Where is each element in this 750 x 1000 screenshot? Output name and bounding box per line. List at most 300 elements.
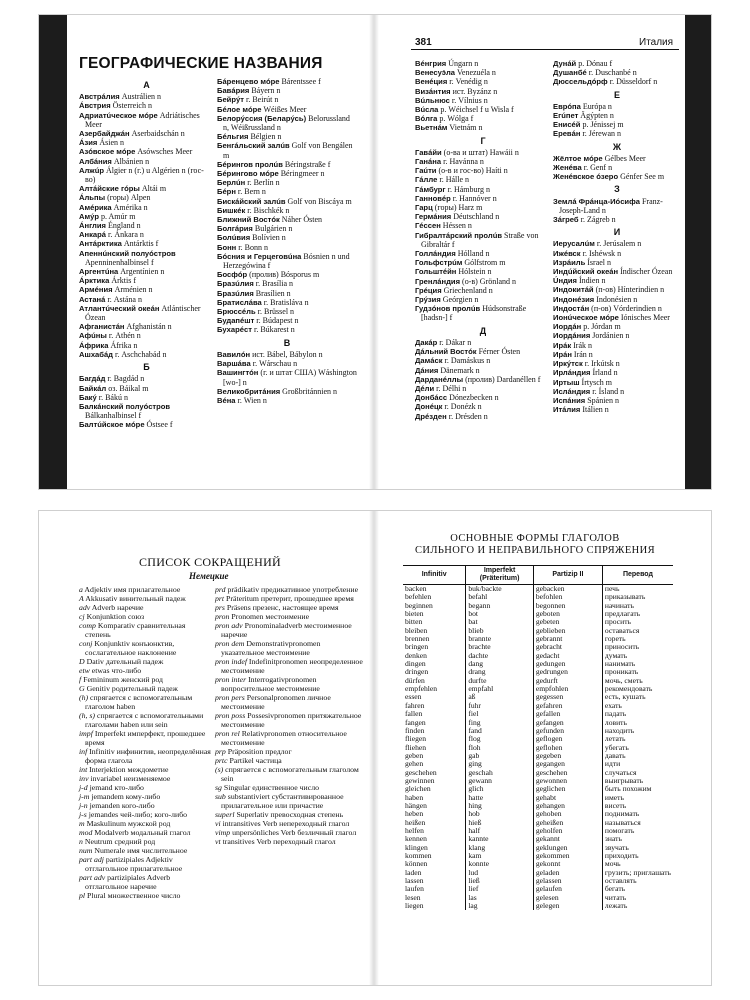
verb-partizip: geflohen — [535, 743, 563, 752]
entry-translation: Venezuéla n — [455, 68, 496, 78]
geo-entry — [79, 239, 214, 248]
geo-entry — [79, 184, 214, 193]
entry-headword: Азóвское мóре — [79, 147, 136, 157]
entry-headword: Вúльнюс — [415, 95, 450, 105]
abbreviation-meaning: Präposition предлог — [225, 747, 292, 756]
geo-entry — [79, 230, 214, 239]
abbreviation-entry — [79, 612, 211, 621]
entry-headword: Венесуэ́ла — [415, 68, 456, 78]
entry-translation: Aserbaidschán n — [129, 129, 185, 139]
verb-partizip: gedurft — [535, 676, 558, 685]
entry-headword: Душанбé — [553, 68, 587, 78]
page-number: 381 — [415, 37, 432, 48]
entry-headword: Армéния — [79, 285, 113, 295]
geo-entry — [217, 197, 357, 206]
entry-headword: Дарданéллы — [415, 374, 464, 384]
verb-translation: грузить; приглашать — [604, 868, 671, 877]
entry-headword: Индúйский океáн — [553, 267, 619, 277]
abbreviation-meaning: invariabel неизменяемое — [88, 774, 171, 783]
entry-translation: Spánien n — [585, 395, 619, 405]
abbreviation-meaning: Akkusativ винительный падеж — [83, 594, 186, 603]
verb-infinitiv: fahren — [405, 701, 425, 710]
verb-translation: мочь — [604, 860, 621, 869]
abbreviation-entry — [79, 666, 211, 675]
abbreviation-entry — [79, 801, 211, 810]
geo-entry — [553, 197, 681, 215]
letter-section-heading: И — [613, 227, 621, 238]
geo-column-3 — [415, 59, 551, 421]
geo-entry — [553, 304, 681, 313]
entry-headword: Алтáйские гóры — [79, 184, 140, 194]
letter-section-heading: Г — [480, 135, 486, 146]
entry-headword: Дюссельдóрф — [553, 77, 608, 87]
entry-translation: г. Berlín n — [245, 178, 280, 188]
entry-translation: Ásien n — [97, 138, 125, 148]
abbreviation-entry — [79, 828, 211, 837]
verb-translation: находить — [604, 726, 635, 735]
verb-translation: звучать — [604, 843, 629, 852]
abbreviation-key: j-d — [79, 783, 88, 792]
geo-entry — [79, 267, 214, 276]
entry-translation: г. Hálle n — [437, 175, 470, 185]
entry-translation: (о-в) Grönland n — [460, 276, 517, 286]
page-title: ГЕОГРАФИЧЕСКИЕ НАЗВАНИЯ — [79, 55, 323, 72]
entry-translation: Jordánien n — [590, 331, 630, 341]
abbreviation-meaning: Numerale имя числительное — [92, 846, 188, 855]
entry-headword: Гренлáндия — [415, 276, 461, 286]
entry-headword: Балтúйское мóре — [79, 420, 145, 430]
geo-entry — [79, 157, 214, 166]
entry-translation: Franz-Joseph-Land n — [559, 196, 663, 215]
entry-headword: Вúсла — [415, 105, 439, 115]
entry-headword: Амéрика — [79, 202, 112, 212]
entry-translation: г. Bonn n — [236, 242, 268, 252]
geo-entry — [553, 172, 681, 181]
abbreviation-meaning: Neutrum средний род — [82, 837, 156, 846]
verb-imperfekt: befahl — [468, 593, 488, 602]
verb-translation: бегать — [604, 885, 626, 894]
geo-entry — [415, 267, 551, 276]
verb-translation: знать — [604, 835, 622, 844]
entry-headword: Багдáд — [79, 374, 106, 384]
abbreviation-key: int — [79, 765, 88, 774]
entry-translation: (пролив) Dardanéllen f — [463, 374, 541, 384]
geo-entry — [217, 206, 357, 215]
abbreviation-meaning: Dativ дательный падеж — [84, 657, 164, 666]
geo-entry — [553, 68, 681, 77]
abbreviation-entry — [79, 855, 211, 873]
verb-imperfekt: dachte — [468, 651, 489, 660]
entry-headword: Дéли — [415, 383, 435, 393]
abbreviation-meaning: partizipiales Adjektiv отглагольное прилагательное — [85, 855, 183, 873]
entry-translation: г. Ísland n — [590, 386, 625, 396]
verb-partizip: gebrannt — [535, 635, 563, 644]
geo-entry — [415, 258, 551, 267]
entry-headword: Антáрктика — [79, 239, 122, 249]
verb-imperfekt: lief — [468, 885, 479, 894]
abbreviation-meaning: Adverb наречие — [90, 603, 144, 612]
verb-infinitiv: können — [405, 860, 428, 869]
abbreviation-meaning: спрягается с вспомогательным глаголом sein — [221, 765, 359, 783]
entry-headword: Вашингтóн — [217, 368, 259, 378]
entry-headword: Бакý — [79, 392, 97, 402]
entry-headword: Иордáния — [553, 331, 591, 341]
entry-translation: Gólfstrom m — [462, 258, 506, 268]
entry-translation: Bolívien n — [250, 233, 286, 243]
entry-translation: Afghanistán n — [124, 322, 172, 332]
geo-entry — [415, 356, 551, 365]
entry-headword: Бéрингов пролúв — [217, 159, 283, 169]
entry-translation: г. Düsseldorf n — [607, 77, 658, 87]
entry-headword: Гаúти — [415, 166, 437, 176]
entry-headword: Афганистáн — [79, 322, 125, 332]
verb-imperfekt: kam — [468, 852, 482, 860]
abbreviation-key: mod — [79, 828, 93, 837]
entry-headword: Бéрн — [217, 187, 236, 197]
verb-infinitiv: fliegen — [405, 735, 427, 744]
verb-partizip: geheißen — [535, 818, 564, 827]
geo-entry — [79, 129, 214, 138]
entry-translation: Österreich n — [110, 101, 152, 111]
verb-infinitiv: laufen — [405, 885, 424, 894]
geo-entry — [79, 193, 214, 202]
abbreviation-entry — [215, 693, 363, 711]
entry-headword: Áфрика — [79, 340, 109, 350]
entry-translation: (горы) Alpen — [105, 193, 151, 203]
abbreviation-meaning: jemandes чей-либо; кого-либо — [86, 810, 188, 819]
entry-headword: Иртыш — [553, 377, 580, 387]
verb-infinitiv: bieten — [405, 610, 424, 619]
verb-partizip: gelaufen — [535, 885, 562, 894]
entry-translation: (о-ва и штат) Hawáii n — [441, 147, 519, 157]
entry-translation: г. Damáskus n — [442, 356, 491, 366]
abbreviation-entry — [215, 603, 363, 612]
geo-entry — [553, 59, 681, 68]
geo-entry — [553, 154, 681, 163]
entry-translation: Bálkanhalbinsel f — [85, 411, 142, 421]
entry-translation: Bárentssee f — [279, 77, 321, 86]
abbreviation-meaning: Präteritum претерит, прошедшее время — [224, 594, 354, 603]
entry-translation: Belorussland n, Wéißrussland n — [223, 113, 350, 133]
entry-headword: Болúвия — [217, 233, 251, 243]
abbreviation-key: (h, s) — [79, 711, 96, 720]
geo-entry — [415, 157, 551, 166]
verb-imperfekt: lag — [468, 902, 478, 911]
abbreviation-entry — [79, 891, 211, 900]
entry-translation: Amérika n — [111, 202, 148, 212]
entry-translation: Óstsee f — [144, 420, 173, 430]
abbreviation-meaning: Superlativ превосходная степень — [234, 810, 344, 819]
entry-headword: Ганáна — [415, 157, 442, 167]
verbs-title — [399, 533, 671, 557]
geo-entry — [553, 341, 681, 350]
geo-entry — [79, 166, 214, 184]
entry-headword: Енисéй — [553, 120, 581, 130]
abbreviation-key: (s) — [215, 765, 224, 774]
verb-partizip: geboten — [535, 610, 560, 619]
geo-entry — [415, 212, 551, 221]
entry-headword: Егúпет — [553, 111, 579, 121]
abbreviation-key: vt — [215, 837, 221, 846]
entry-headword: Ислáндия — [553, 386, 591, 396]
entry-translation: Ísrael n — [585, 257, 612, 267]
geo-entry — [415, 175, 551, 184]
verbs-title-line1: ОСНОВНЫЕ ФОРМЫ ГЛАГОЛОВ — [450, 533, 620, 544]
verb-imperfekt: empfahl — [468, 685, 494, 694]
verb-imperfekt: hob — [468, 810, 480, 819]
verb-translation: приказывать — [604, 593, 646, 602]
entry-headword: Босфóр — [217, 270, 248, 280]
geo-entry — [217, 132, 357, 141]
geo-entry — [79, 341, 214, 350]
geo-entry — [415, 123, 551, 132]
verb-infinitiv: brennen — [405, 635, 430, 644]
geo-entry — [217, 316, 357, 325]
entry-translation: Altái m — [139, 184, 167, 194]
entry-translation: г. Astána n — [105, 294, 142, 304]
geo-entry — [217, 114, 357, 132]
entry-translation: (пролив) Bósporus m — [247, 270, 320, 280]
verb-partizip: gekonnt — [535, 860, 561, 869]
entry-headword: Азербайджáн — [79, 129, 130, 139]
entry-headword: Áльпы — [79, 193, 106, 203]
entry-translation: р. Jénissej m — [580, 120, 624, 130]
col-header-partizip: Partizip II — [533, 566, 602, 585]
abbreviation-meaning: prädikativ предикативное употребление — [225, 585, 359, 594]
verb-imperfekt: blieb — [468, 626, 484, 635]
geo-entry — [79, 249, 214, 267]
abbreviation-key: num — [79, 846, 93, 855]
entry-translation: г. Aschchabád n — [113, 349, 167, 359]
entry-headword: Бонн — [217, 242, 237, 252]
verb-infinitiv: fliehen — [405, 743, 427, 752]
abbreviation-key: j-n — [79, 801, 88, 810]
entry-translation: г. Drésden n — [446, 411, 488, 421]
geo-entry — [415, 148, 551, 157]
entry-translation: р. Wólga f — [437, 114, 474, 124]
verb-translation: мочь, сметь — [604, 676, 643, 685]
geo-entry — [217, 141, 357, 159]
abbreviation-key: prt — [215, 594, 225, 603]
entry-headword: Вéнгрия — [415, 59, 447, 68]
verb-translation: приходить — [604, 852, 639, 860]
geo-entry — [217, 350, 357, 359]
abbreviation-key: conj — [79, 639, 93, 648]
entry-headword: Дамáск — [415, 356, 443, 366]
geo-entry — [415, 185, 551, 194]
verb-partizip: gefallen — [535, 710, 561, 719]
geo-entry — [79, 295, 214, 304]
abbreviation-meaning: Pronomen местоимение — [229, 612, 310, 621]
abbreviation-meaning: Komparativ сравнительная степень — [85, 621, 186, 639]
entry-translation: Úngarn n — [446, 59, 479, 68]
entry-translation: г. Bern n — [235, 187, 266, 197]
entry-headword: Дакáр — [415, 337, 438, 347]
geo-entry — [217, 105, 357, 114]
geo-entry — [415, 375, 551, 384]
entry-translation: Írtysch m — [579, 377, 612, 387]
entry-headword: Испáния — [553, 395, 586, 405]
entry-translation: Irák n — [571, 340, 593, 350]
geo-entry — [217, 187, 357, 196]
entry-translation: Vietnám n — [447, 123, 483, 133]
partizip-column — [533, 585, 602, 911]
abbreviation-meaning: Imperfekt имперфект, прошедшее время — [85, 729, 206, 747]
verb-partizip: gefahren — [535, 701, 563, 710]
geo-entry — [553, 331, 681, 340]
geo-entry — [79, 138, 214, 147]
verb-infinitiv: helfen — [405, 826, 424, 835]
abbreviations-title: СПИСОК СОКРАЩЕНИЙ — [139, 555, 282, 569]
entry-translation: г. Hámburg n — [445, 184, 491, 194]
entry-translation: Bulgárien n — [252, 224, 293, 234]
verb-imperfekt: hing — [468, 801, 482, 810]
verb-translation: давать — [604, 751, 626, 760]
geo-entry — [217, 95, 357, 104]
abbreviation-entry — [79, 810, 211, 819]
entry-translation: Indonésien n — [594, 294, 638, 304]
geo-entry — [553, 239, 681, 248]
verb-infinitiv: kommen — [405, 852, 432, 860]
verb-partizip: gedrungen — [535, 668, 568, 677]
entry-headword: Индокитáй — [553, 285, 594, 295]
entry-translation: Atlántischer Ózean — [85, 303, 201, 323]
verb-partizip: geladen — [535, 868, 560, 877]
entry-headword: Грéция — [415, 285, 442, 295]
geo-entry — [415, 393, 551, 402]
letter-section-heading: А — [143, 80, 150, 90]
verb-translation: идти — [604, 760, 621, 769]
abbreviation-entry — [215, 657, 363, 675]
abbreviation-meaning: intransitives Verb непереходный глагол — [220, 819, 350, 828]
abbreviation-entry — [215, 729, 363, 747]
geo-entry — [415, 286, 551, 295]
letter-section-heading: Б — [143, 362, 150, 373]
verb-infinitiv: hängen — [405, 801, 427, 810]
verb-translation: быть похожим — [604, 785, 652, 794]
geo-entry — [415, 68, 551, 77]
abbreviation-meaning: Indefinitpronomen неопределенное местоимение — [221, 657, 363, 675]
verb-partizip: geschehen — [535, 768, 568, 777]
abbreviations-and-verbs-spread — [38, 510, 712, 986]
geo-entry — [79, 147, 214, 156]
entry-headword: Ионúческое мóре — [553, 313, 619, 323]
entry-headword: Áнглия — [79, 221, 106, 231]
geo-entry — [415, 366, 551, 375]
geo-entry — [217, 224, 357, 233]
entry-translation: г. Athén n — [106, 331, 141, 341]
abbreviation-meaning: jemandem кому-либо — [89, 792, 161, 801]
entry-translation: Génfer See m — [618, 172, 665, 182]
verb-infinitiv: essen — [405, 693, 422, 702]
entry-headword: Вéна — [217, 395, 236, 405]
entry-headword: Ижéвск — [553, 248, 581, 258]
entry-translation: г. Jérewan n — [580, 129, 621, 139]
col-header-imperfekt: Imperfekt (Präteritum) — [466, 566, 534, 585]
verb-infinitiv: empfehlen — [405, 685, 438, 694]
entry-translation: г. Genf n — [581, 163, 613, 173]
entry-headword: Гольфстрúм — [415, 258, 463, 268]
abbreviation-key: pron dem — [215, 639, 245, 648]
verb-infinitiv: gewinnen — [405, 776, 435, 785]
geo-entry — [79, 221, 214, 230]
verb-partizip: gebacken — [535, 585, 565, 593]
geo-entry — [217, 307, 357, 316]
entry-translation: г. Brasília n — [253, 279, 294, 289]
abbreviation-meaning: спрягается с вспомогательными глаголами haben или sein — [85, 711, 204, 729]
entry-translation: г. Hannóver n — [450, 193, 497, 203]
verb-translation: думать — [604, 651, 628, 660]
verb-infinitiv: befehlen — [405, 593, 432, 602]
entry-translation: (горы) Harz m — [432, 203, 483, 213]
verbs-title-line2: СИЛЬНОГО И НЕПРАВИЛЬНОГО СПРЯЖЕНИЯ — [414, 545, 656, 556]
infinitiv-column — [403, 585, 466, 911]
entry-translation: Griechenland n — [441, 285, 493, 295]
entry-headword: Байкáл — [79, 383, 107, 393]
geo-entry — [79, 350, 214, 359]
abbreviation-key: sub — [215, 792, 226, 801]
verb-translation: рекомендовать — [604, 685, 653, 694]
entry-translation: Hólstein n — [456, 267, 492, 277]
entry-translation: Gélbes Meer — [602, 153, 646, 163]
geo-entry — [553, 405, 681, 414]
abbreviation-key: vimp — [215, 828, 231, 837]
geo-entry — [79, 203, 214, 212]
abbreviation-key: pron poss — [215, 711, 246, 720]
entry-translation: г. Wárschau n — [250, 359, 298, 369]
abbreviation-meaning: Femininum женский род — [81, 675, 164, 684]
entry-headword: Будапéшт — [217, 316, 255, 326]
entry-translation: (г. и штат США) Wáshington [wo-] n — [223, 368, 357, 387]
abbreviation-entry — [215, 792, 363, 810]
geo-entry — [553, 396, 681, 405]
geo-entry — [415, 402, 551, 411]
abbreviation-meaning: partizipiales Adverb отглагольное наречие — [85, 873, 171, 891]
entry-headword: Вавилóн — [217, 349, 251, 359]
entry-translation: Adriátisches Meer — [85, 110, 200, 129]
entry-translation: оз. Báikal m — [106, 383, 149, 393]
abbreviation-entry — [215, 783, 363, 792]
verb-translation: падать — [604, 710, 627, 719]
abbreviation-entry — [215, 756, 363, 765]
entry-translation: Béringmeer n — [278, 169, 325, 179]
geo-entry — [415, 412, 551, 421]
entry-translation: г. Búkarest n — [251, 325, 295, 335]
verb-partizip: begonnen — [535, 601, 566, 610]
entry-translation: Bélgien n — [248, 132, 282, 142]
verb-partizip: geklungen — [535, 843, 568, 852]
geo-entry — [553, 215, 681, 224]
abbreviation-meaning: спрягается с вспомогательным глаголом haben — [85, 693, 193, 711]
abbreviation-key: pron inter — [215, 675, 247, 684]
abbreviation-entry — [79, 639, 211, 657]
geo-entry — [553, 163, 681, 172]
entry-translation: Índischer Ózean — [618, 267, 673, 277]
entry-headword: Дрéзден — [415, 411, 447, 421]
entry-headword: Индостáн — [553, 303, 590, 313]
entry-translation: Apenninenhalbinsel f — [85, 257, 154, 267]
entry-headword: Гавáйи — [415, 147, 442, 157]
verb-translation: есть, кушать — [604, 693, 646, 702]
entry-headword: Атлантúческий океáн — [79, 303, 160, 313]
verb-imperfekt: hieß — [468, 818, 482, 827]
entry-headword: Бейрýт — [217, 95, 244, 105]
entry-headword: Зáгреб — [553, 215, 579, 225]
abbreviation-meaning: Infinitiv инфинитив, неопределённая форма глагола — [85, 747, 211, 765]
geo-entry — [553, 258, 681, 267]
geo-entry — [79, 212, 214, 221]
verb-infinitiv: haben — [405, 793, 424, 802]
